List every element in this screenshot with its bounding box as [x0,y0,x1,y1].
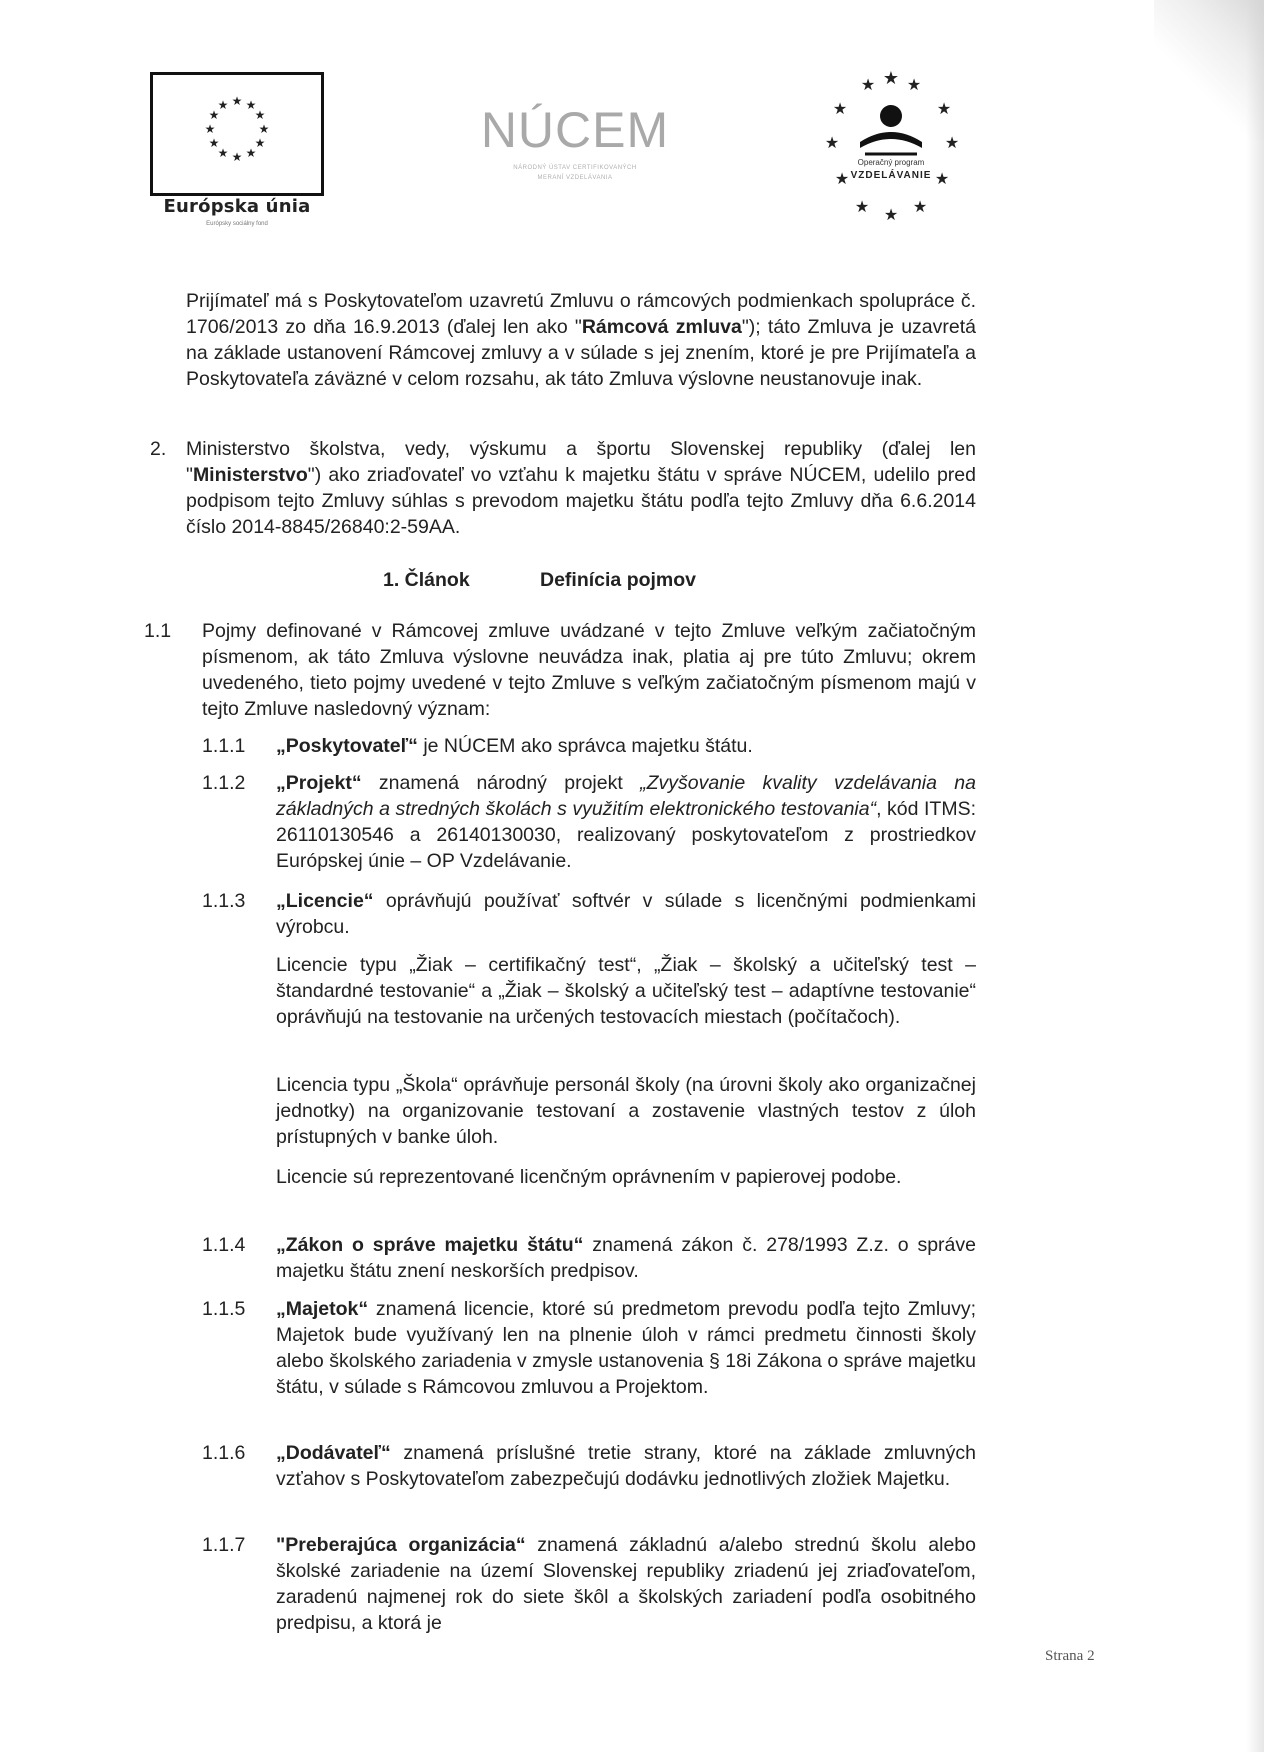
svg-text:★: ★ [912,197,928,216]
svg-text:★: ★ [906,75,922,94]
clause-1-1-3-paragraph-3: Licencia typu „Škola“ oprávňuje personál školy (na úrovni školy ako organizačnej jednotky) na organizovanie testovaní a zostavenie vlastných testov z úloh prístupných v banke úloh. [276,1074,976,1148]
clause-1-1-3-paragraph-2: Licencie typu „Žiak – certifikačný test“, „Žiak – školský a učiteľský test – štandardné testovanie“ a „Žiak – školský a učiteľský test – adaptívne testovanie“ oprávňujú na testovanie na určených testovacích miestach (počítačoch). [276,954,976,1028]
clause-1-1-2-project-name: „Zvyšovanie kvality vzdelávania na základných a stredných školách s využitím elektronického testovania“ [276,772,976,820]
clause-1-1-2-term: „Projekt“ [276,772,362,794]
clause-1-1-2-def-b: , kód ITMS: 26110130546 a 26140130030, realizovaný poskytovateľom z prostriedkov Európskej únie – OP Vzdelávanie. [276,798,976,872]
op-vzdelavanie-logo [810,70,972,260]
intro-p2-number: 2. [150,438,167,460]
svg-text:★: ★ [832,99,848,118]
eu-logo [150,72,324,248]
nucem-title: NÚCEM [480,102,670,158]
eu-stars-icon [153,75,321,193]
clause-1-1-3-text [276,888,976,940]
clause-1-1-2-number: 1.1.2 [202,772,246,794]
clause-1-1-number: 1.1 [144,620,172,642]
nucem-subtitle-2: MERANÍ VZDELÁVANIA [537,175,613,181]
svg-text:★: ★ [208,108,220,122]
eu-flag [150,72,324,196]
svg-text:★: ★ [217,146,229,160]
svg-text:★: ★ [231,94,243,108]
page-edge-shadow [1246,0,1264,1752]
clause-1-1-6-def: znamená príslušné tretie strany, ktoré na základe zmluvných vzťahov s Poskytovateľom zabezpečujú dodávku jednotlivých zložiek Majetku. [276,1442,976,1490]
clause-1-1-4-number: 1.1.4 [202,1234,246,1256]
clause-1-1-5-text [276,1296,976,1400]
svg-text:★: ★ [834,169,850,188]
op-line1: Operačný program [857,158,925,167]
intro-paragraph-2 [186,436,976,540]
clause-1-1-7-text [276,1532,976,1636]
intro-p1-text-a: Prijímateľ má s Poskytovateľom uzavretú Zmluvu o rámcových podmienkach spolupráce č. 1706/2013 zo dňa 16.9.2013 (ďalej len ako " [186,290,976,338]
clause-1-1-1-text [276,733,976,759]
svg-text:★: ★ [254,108,266,122]
clause-1-1-text: Pojmy definované v Rámcovej zmluve uvádzané v tejto Zmluve veľkým začiatočným písmenom, ak táto Zmluva výslovne neuvádza inak, platia aj pre túto Zmluvu; okrem uvedeného, tieto pojmy uvedené v tejto Zmluve s veľkým začiatočným písmenom majú v tejto Zmluve nasledovný význam: [202,620,976,720]
svg-text:★: ★ [944,133,960,152]
clause-1-1-4-text [276,1232,976,1284]
section-title: Definícia pojmov [540,569,697,591]
svg-text:★: ★ [854,197,870,216]
clause-1-1-7-number: 1.1.7 [202,1534,246,1556]
clause-1-1-6-term: „Dodávateľ“ [276,1442,391,1464]
clause-1-1-1-number: 1.1.1 [202,735,246,757]
clause-1-1-6-text [276,1440,976,1492]
clause-1-1-5-term: „Majetok“ [276,1298,369,1320]
clause-1-1-7-term: "Preberajúca organizácia“ [276,1534,526,1556]
svg-text:★: ★ [258,122,270,136]
intro-p2-text-a: Ministerstvo školstva, vedy, výskumu a športu Slovenskej republiky (ďalej len " [186,438,976,486]
svg-text:★: ★ [204,122,216,136]
nucem-subtitle-1: NÁRODNÝ ÚSTAV CERTIFIKOVANÝCH [513,165,637,171]
clause-1-1-3-def: oprávňujú používať softvér v súlade s licenčnými podmienkami výrobcu. [276,890,976,938]
svg-text:★: ★ [245,146,257,160]
clause-1-1-1-def: je NÚCEM ako správca majetku štátu. [417,735,753,757]
clause-1-1-7-def: znamená základnú a/alebo strednú školu alebo školské zariadenie na území Slovenskej republiky zriadenú jej zriaďovateľom, zaradenú najmenej rok do siete škôl a školských zariadení podľa osobitného predpisu, a ktorá je [276,1534,976,1634]
svg-text:★: ★ [934,169,950,188]
clause-1-1-3-number: 1.1.3 [202,890,246,912]
svg-text:★: ★ [217,98,229,112]
op-line2: VZDELÁVANIE [850,170,932,181]
eu-title: Európska únia [163,196,311,217]
clause-1-1-5-number: 1.1.5 [202,1298,246,1320]
eu-subtitle: Európsky sociálny fond [206,221,268,227]
clause-1-1-1-term: „Poskytovateľ“ [276,735,418,757]
intro-paragraph-1 [186,288,976,392]
clause-1-1-4-def: znamená zákon č. 278/1993 Z.z. o správe majetku štátu znení neskorších predpisov. [276,1234,976,1282]
intro-p2-text-b: ") ako zriaďovateľ vo vzťahu k majetku štátu v správe NÚCEM, udelilo pred podpisom tejto Zmluvy súhlas s prevodom majetku štátu podľa tejto Zmluvy dňa 6.6.2014 číslo 2014-8845/26840:2-59AA. [186,464,976,538]
clause-1-1-2-def-a: znamená národný projekt [361,772,641,794]
svg-text:★: ★ [936,99,952,118]
clause-1-1-3-term: „Licencie“ [276,890,374,912]
clause-1-1-5-def: znamená licencie, ktoré sú predmetom prevodu podľa tejto Zmluvy; Majetok bude využívaný len na plnenie úloh v rámci predmetu činnosti školy alebo školského zariadenia v zmysle ustanovenia § 18i Zákona o správe majetku štátu, v súlade s Rámcovou zmluvou a Projektom. [276,1298,976,1398]
svg-text:★: ★ [245,98,257,112]
intro-p1-bold: Rámcová zmluva [581,316,742,338]
nucem-logo [470,102,680,202]
page-number: Strana 2 [1045,1648,1095,1664]
svg-text:★: ★ [882,70,900,89]
intro-p1-text-b: "); táto Zmluva je uzavretá na základe ustanovení Rámcovej zmluvy a v súlade s jej znením, ktoré je pre Prijímateľa a Poskytovateľa záväzné v celom rozsahu, ak táto Zmluva výslovne neustanovuje inak. [186,316,976,390]
clause-1-1-3-paragraph-4: Licencie sú reprezentované licenčným oprávnením v papierovej podobe. [276,1166,902,1188]
section-number: 1. Článok [383,569,470,591]
intro-p2-bold: Ministerstvo [192,464,308,486]
svg-text:★: ★ [883,205,899,224]
clause-1-1-4-term: „Zákon o správe majetku štátu“ [276,1234,584,1256]
svg-text:★: ★ [860,75,876,94]
svg-text:★: ★ [254,136,266,150]
svg-text:★: ★ [231,150,243,164]
svg-text:★: ★ [824,133,840,152]
clause-1-1-2-text [276,770,976,874]
svg-text:★: ★ [208,136,220,150]
clause-1-1-6-number: 1.1.6 [202,1442,246,1464]
